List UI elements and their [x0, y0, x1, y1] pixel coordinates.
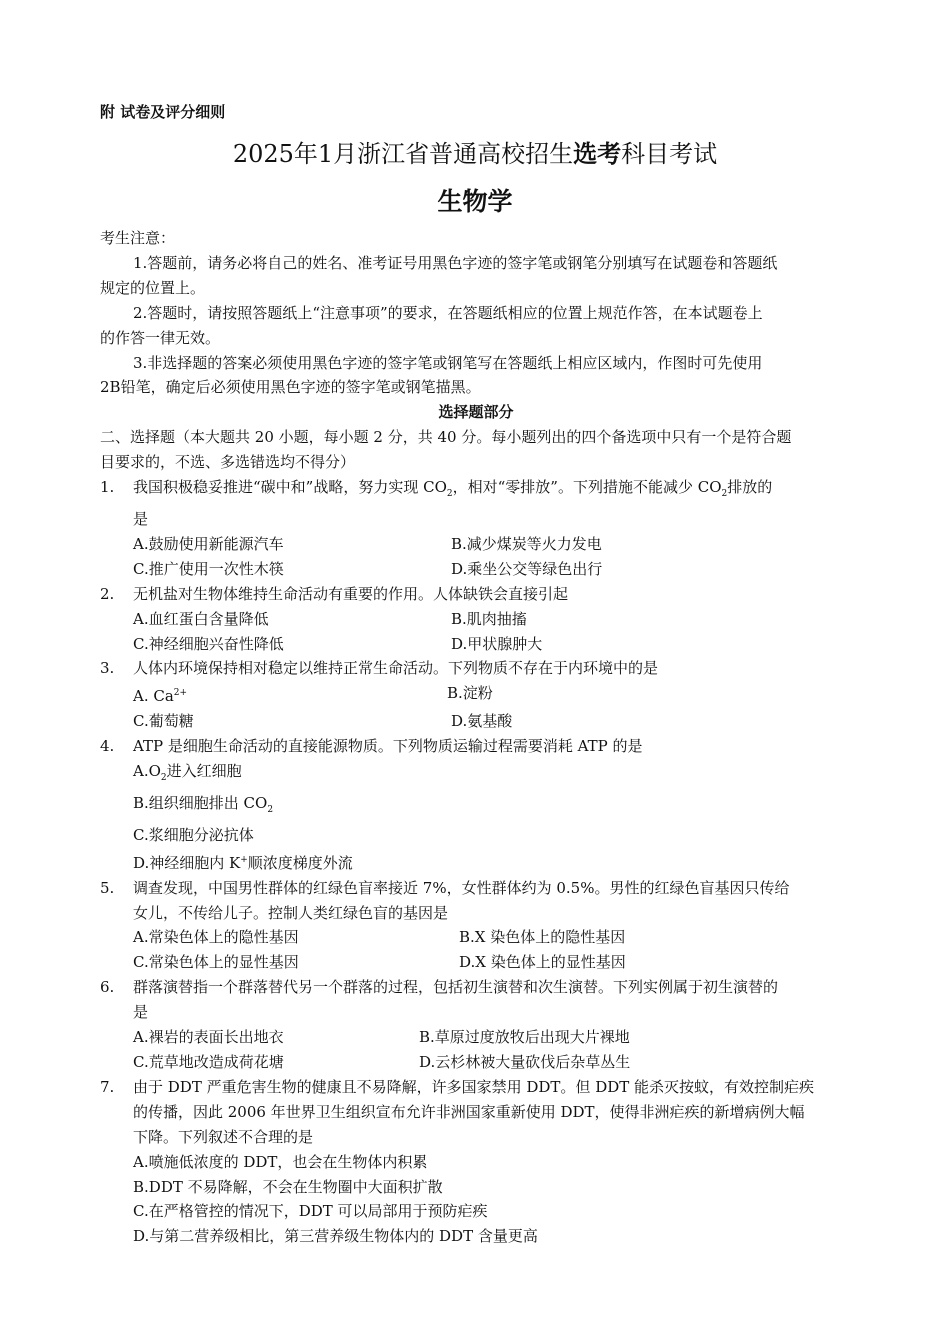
appendix-label: 附 试卷及评分细则 [100, 103, 226, 121]
option-a: A.常染色体上的隐性基因 [133, 928, 299, 947]
option-a: A.裸岩的表面长出地衣 [133, 1028, 284, 1047]
superscript: + [240, 854, 248, 865]
question-3 [100, 656, 852, 681]
subject-title: 生物学 [437, 187, 513, 216]
question-number: 7. [100, 1077, 115, 1096]
option-b: B.减少煤炭等火力发电 [451, 534, 602, 553]
question-number: 6. [100, 978, 115, 997]
option-text: 进入红细胞 [166, 762, 242, 781]
option-b: B.DDT 不易降解，不会在生物圈中大面积扩散 [133, 1177, 443, 1196]
notice-3-line-2: 2B铅笔，确定后必须使用黑色字迹的签字笔或钢笔描黑。 [100, 378, 481, 397]
option-a [100, 759, 852, 791]
question-6-options-row-2 [100, 1050, 852, 1075]
question-text-part: 群落演替指一个群落替代另一个群落的过程，包括初生演替和次生演替。下列实例属于初生演替的 [133, 978, 779, 997]
question-3-options-row-2 [100, 709, 852, 734]
option-c: C.神经细胞兴奋性降低 [133, 634, 284, 653]
question-4 [100, 734, 852, 759]
question-text-part: 下降。下列叙述不合理的是 [133, 1127, 314, 1146]
exam-title-part-b: 科目考试 [621, 140, 718, 168]
question-text: ATP 是细胞生命活动的直接能源物质。下列物质运输过程需要消耗 ATP 的是 [133, 737, 643, 756]
notice-heading: 考生注意： [100, 229, 176, 247]
question-2 [100, 582, 852, 607]
option-b: B.肌肉抽搐 [451, 609, 527, 628]
question-text [133, 876, 852, 926]
question-number: 4. [100, 737, 115, 756]
question-3-options-row-1 [100, 681, 852, 709]
subscript: 2 [267, 804, 274, 815]
question-text-part: 的传播，因此 2006 年世界卫生组织宣布允许非洲国家重新使用 DDT，使得非洲疟疾的新增病例大幅 [133, 1102, 805, 1121]
option-c: C.常染色体上的显性基因 [133, 953, 299, 972]
exam-title-bold: 选考 [573, 139, 622, 168]
option-text: D.神经细胞内 K [133, 853, 241, 872]
option-a [133, 681, 447, 709]
option-b: B.草原过度放牧后出现大片裸地 [419, 1028, 630, 1047]
option-text: 顺浓度梯度外流 [247, 853, 353, 872]
question-text [133, 975, 852, 1025]
question-6 [100, 975, 852, 1025]
question-text-part: 由于 DDT 严重危害生物的健康且不易降解，许多国家禁用 DDT。但 DDT 能杀灭按蚊，有效控制疟疾 [133, 1077, 815, 1096]
question-number: 2. [100, 584, 115, 603]
question-text: 无机盐对生物体维持生命活动有重要的作用。人体缺铁会直接引起 [133, 584, 569, 603]
question-text-part: 排放的 [727, 478, 773, 497]
option-c: C.在严格管控的情况下，DDT 可以局部用于预防疟疾 [133, 1202, 488, 1221]
notice-2-line-1: 2.答题时，请按照答题纸上“注意事项”的要求，在答题纸相应的位置上规范作答，在本试题卷上 [133, 303, 763, 322]
option-c: C.浆细胞分泌抗体 [133, 825, 254, 844]
question-text-part: 调查发现，中国男性群体的红绿色盲率接近 7%，女性群体约为 0.5%。男性的红绿色盲基因只传给 [133, 878, 790, 897]
question-5-options-row-1 [100, 925, 852, 950]
option-text: A. Ca [133, 687, 174, 706]
option-b: B.淀粉 [447, 684, 493, 703]
question-5 [100, 876, 852, 926]
option-b [100, 791, 852, 823]
option-c: C.葡萄糖 [133, 712, 194, 731]
subscript: 2 [721, 489, 728, 500]
section-intro-line-2: 目要求的，不选、多选错选均不得分） [100, 453, 356, 472]
notice-1-line-1: 1.答题前，请务必将自己的姓名、准考证号用黑色字迹的签字笔或钢笔分别填写在试题卷和答题纸 [133, 253, 778, 272]
option-d: D.与第二营养级相比，第三营养级生物体内的 DDT 含量更高 [133, 1227, 538, 1246]
question-5-options-row-2 [100, 950, 852, 975]
option-text: B.组织细胞排出 CO [133, 793, 268, 812]
question-text-part: 我国积极稳妥推进“碳中和”战略，努力实现 CO [133, 478, 447, 497]
option-d [100, 848, 852, 876]
option-d: D.乘坐公交等绿色出行 [451, 559, 603, 578]
exam-content [100, 226, 852, 1249]
exam-title-part-a: 2025年1月浙江省普通高校招生 [232, 140, 574, 168]
option-a: A.喷施低浓度的 DDT，也会在生物体内积累 [133, 1152, 428, 1171]
option-text: A.O [133, 762, 161, 781]
question-text: 人体内环境保持相对稳定以维持正常生命活动。下列物质不存在于内环境中的是 [133, 659, 659, 678]
subscript: 2 [446, 489, 453, 500]
question-number: 5. [100, 878, 115, 897]
question-1-options-row-1 [100, 532, 852, 557]
option-d: D.云杉林被大量砍伐后杂草丛生 [419, 1053, 631, 1071]
question-text-part: 是 [133, 1003, 149, 1022]
section-intro-line-1: 二、选择题（本大题共 20 小题，每小题 2 分，共 40 分。每小题列出的四个备选项中只有一个是符合题 [100, 428, 792, 447]
subscript: 2 [160, 773, 167, 784]
superscript: 2+ [173, 688, 188, 699]
question-6-options-row-1 [100, 1025, 852, 1050]
option-c: C.荒草地改造成荷花塘 [133, 1053, 284, 1071]
question-text-part: ，相对“零排放”。下列措施不能减少 CO [452, 478, 722, 497]
question-1 [100, 475, 852, 532]
option-a: A.血红蛋白含量降低 [133, 609, 269, 628]
question-text [133, 1075, 852, 1150]
option-d: D.甲状腺肿大 [451, 634, 543, 653]
question-number: 3. [100, 659, 115, 678]
option-d: D.氨基酸 [451, 712, 513, 731]
question-2-options-row-1 [100, 607, 852, 632]
section-heading: 选择题部分 [438, 403, 514, 422]
question-text-part: 女儿，不传给儿子。控制人类红绿色盲的基因是 [133, 903, 449, 922]
question-7 [100, 1075, 852, 1150]
option-c: C.推广使用一次性木筷 [133, 559, 284, 578]
option-b: B.X 染色体上的隐性基因 [459, 928, 626, 947]
option-a: A.鼓励使用新能源汽车 [133, 534, 284, 553]
notice-3-line-1: 3.非选择题的答案必须使用黑色字迹的签字笔或钢笔写在答题纸上相应区域内，作图时可先使用 [133, 353, 763, 372]
question-2-options-row-2 [100, 632, 852, 657]
option-d: D.X 染色体上的显性基因 [459, 953, 626, 972]
question-1-options-row-2 [100, 557, 852, 582]
exam-title [0, 134, 950, 169]
question-text [133, 475, 852, 532]
question-number: 1. [100, 478, 115, 497]
notice-2-line-2: 的作答一律无效。 [100, 328, 221, 347]
notice-1-line-2: 规定的位置上。 [100, 278, 206, 297]
question-text-part: 是 [133, 509, 149, 528]
